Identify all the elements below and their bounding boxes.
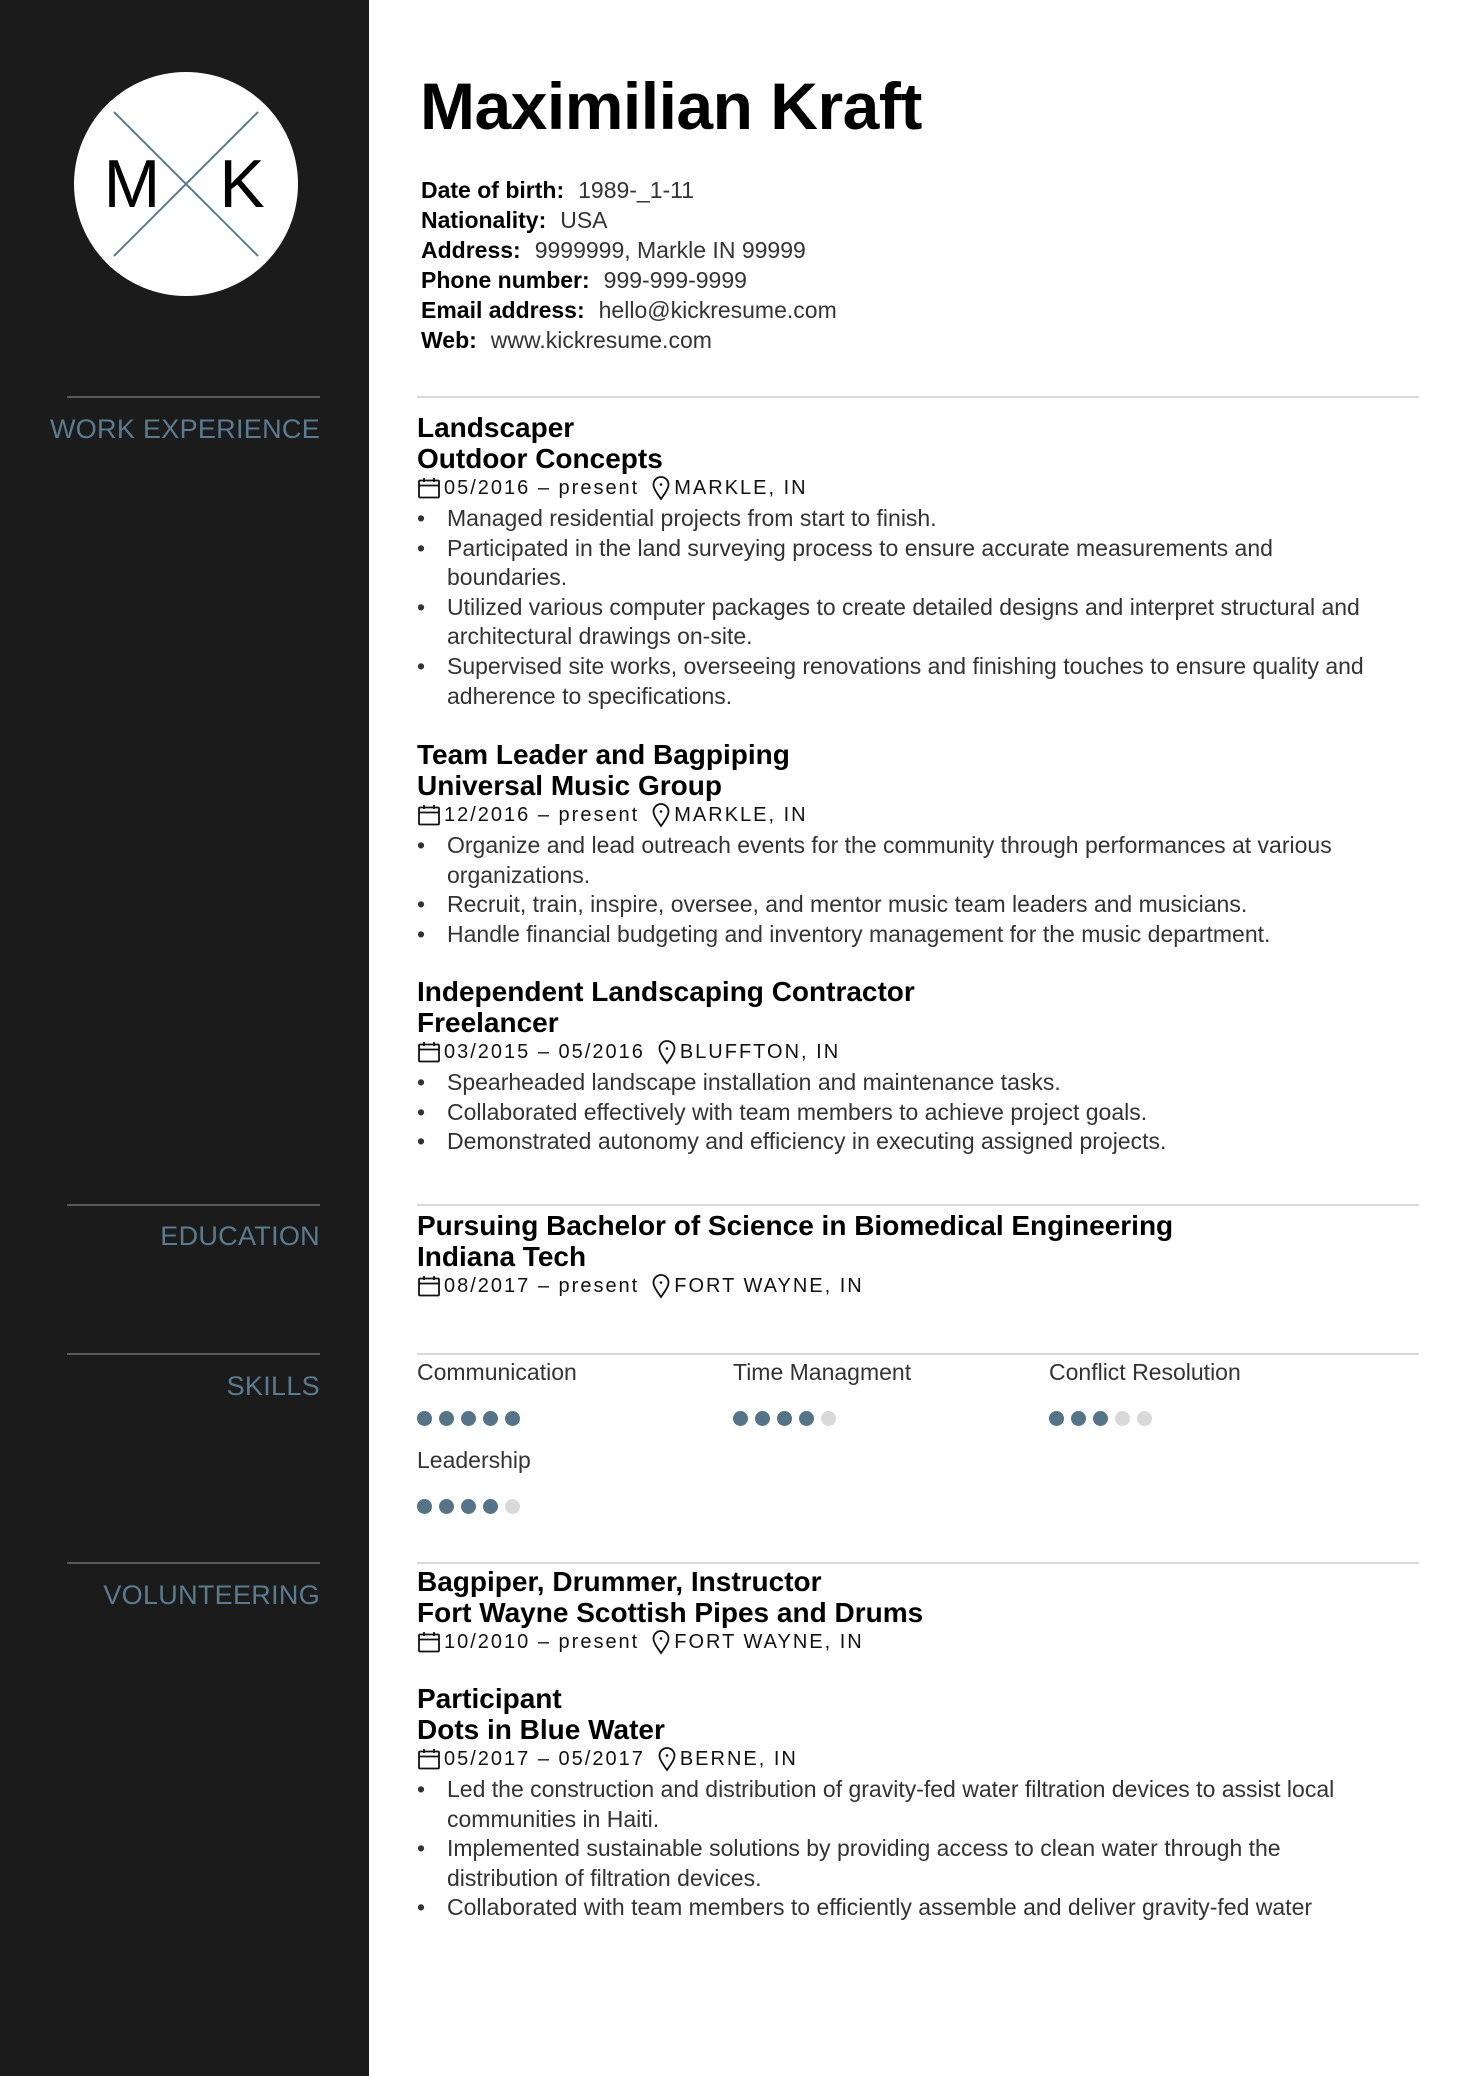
rating-dot-empty bbox=[821, 1411, 836, 1426]
entry-title: Team Leader and Bagpiping bbox=[417, 739, 790, 770]
skill-item bbox=[1049, 1357, 1349, 1426]
entry-volunteering bbox=[417, 1683, 1417, 1923]
rating-dot-empty bbox=[1137, 1411, 1152, 1426]
entry-location: BERNE, IN bbox=[679, 1748, 798, 1770]
entry-organization: Fort Wayne Scottish Pipes and Drums bbox=[417, 1597, 924, 1628]
entry-bullet: • Demonstrated autonomy and efficiency in executing assigned projects. bbox=[417, 1127, 1397, 1157]
entry-bullet-list bbox=[417, 1775, 1417, 1923]
entry-dates: 10/2010 – present bbox=[444, 1631, 640, 1653]
entry-bullet: • Organize and lead outreach events for the community through performances at various organizations. bbox=[417, 831, 1397, 890]
rating-dot-filled bbox=[1071, 1411, 1086, 1426]
entry-title: Participant bbox=[417, 1683, 562, 1714]
entry-dates: 05/2017 – 05/2017 bbox=[444, 1748, 645, 1770]
rating-dot-filled bbox=[799, 1411, 814, 1426]
entry-location: FORT WAYNE, IN bbox=[674, 1275, 864, 1297]
personal-info-row bbox=[421, 325, 1321, 355]
entry-bullet: • Utilized various computer packages to create detailed designs and interpret structural and architectural drawings on-site. bbox=[417, 593, 1397, 652]
entry-bullet: • Collaborated with team members to efficiently assemble and deliver gravity-fed water bbox=[417, 1893, 1397, 1923]
entry-bullet-list bbox=[417, 831, 1417, 949]
entry-bullet: • Participated in the land surveying process to ensure accurate measurements and boundaries. bbox=[417, 534, 1397, 593]
skill-rating bbox=[417, 1411, 717, 1426]
entry-bullet: • Spearheaded landscape installation and maintenance tasks. bbox=[417, 1068, 1397, 1098]
section-label-skills: SKILLS bbox=[226, 1371, 320, 1401]
personal-info-row bbox=[421, 235, 1321, 265]
rating-dot-filled bbox=[417, 1411, 432, 1426]
entry-dates: 08/2017 – present bbox=[444, 1275, 640, 1297]
sidebar bbox=[0, 0, 369, 2076]
sidebar-divider bbox=[67, 1204, 320, 1206]
entry-location: MARKLE, IN bbox=[674, 804, 808, 826]
entry-education bbox=[417, 1210, 1417, 1300]
entry-bullet: • Implemented sustainable solutions by providing access to clean water through the distribution of filtration devices. bbox=[417, 1834, 1397, 1893]
personal-info-value: 1989-_1-11 bbox=[578, 177, 695, 203]
monogram-logo bbox=[74, 72, 298, 296]
section-divider bbox=[417, 396, 1419, 398]
location-pin-icon bbox=[651, 1273, 671, 1299]
entry-title: Bagpiper, Drummer, Instructor bbox=[417, 1566, 822, 1597]
entry-bullet: • Collaborated effectively with team members to achieve project goals. bbox=[417, 1098, 1397, 1128]
skill-rating bbox=[733, 1411, 1033, 1426]
sidebar-divider bbox=[67, 1353, 320, 1355]
rating-dot-filled bbox=[1049, 1411, 1064, 1426]
rating-dot-filled bbox=[483, 1499, 498, 1514]
entry-bullet: • Supervised site works, overseeing renovations and finishing touches to ensure quality and adherence to specifications. bbox=[417, 652, 1397, 711]
entry-meta bbox=[417, 1628, 1417, 1656]
rating-dot-empty bbox=[1115, 1411, 1130, 1426]
rating-dot-filled bbox=[755, 1411, 770, 1426]
rating-dot-filled bbox=[439, 1411, 454, 1426]
personal-info bbox=[421, 175, 1321, 355]
entry-bullet: • Managed residential projects from start to finish. bbox=[417, 504, 1397, 534]
calendar-icon bbox=[417, 1630, 441, 1654]
entry-bullet: • Handle financial budgeting and inventory management for the music department. bbox=[417, 920, 1397, 950]
personal-info-row bbox=[421, 175, 1321, 205]
entry-organization: Dots in Blue Water bbox=[417, 1714, 665, 1745]
skill-rating bbox=[417, 1499, 717, 1514]
personal-info-row bbox=[421, 295, 1321, 325]
rating-dot-filled bbox=[439, 1499, 454, 1514]
personal-info-label: Email address: bbox=[421, 297, 585, 323]
location-pin-icon bbox=[657, 1746, 677, 1772]
section-label-education: EDUCATION bbox=[160, 1221, 320, 1251]
sidebar-divider bbox=[67, 396, 320, 398]
sidebar-divider bbox=[67, 1562, 320, 1564]
personal-info-label: Web: bbox=[421, 327, 477, 353]
entry-title: Independent Landscaping Contractor bbox=[417, 976, 915, 1007]
entry-location: FORT WAYNE, IN bbox=[674, 1631, 864, 1653]
skill-item bbox=[417, 1445, 717, 1514]
location-pin-icon bbox=[651, 802, 671, 828]
skill-name: Time Managment bbox=[733, 1359, 912, 1385]
section-divider bbox=[417, 1562, 1419, 1564]
personal-info-label: Date of birth: bbox=[421, 177, 565, 203]
entry-work bbox=[417, 976, 1417, 1157]
monogram-letter-left: M bbox=[103, 146, 161, 222]
entry-location: MARKLE, IN bbox=[674, 477, 808, 499]
entry-meta bbox=[417, 1272, 1417, 1300]
monogram-letter-right: K bbox=[219, 146, 265, 222]
personal-info-value: 999-999-9999 bbox=[603, 267, 747, 293]
calendar-icon bbox=[417, 803, 441, 827]
entry-location: BLUFFTON, IN bbox=[679, 1041, 841, 1063]
personal-info-value: www.kickresume.com bbox=[490, 327, 712, 353]
rating-dot-empty bbox=[505, 1499, 520, 1514]
entry-meta bbox=[417, 801, 1417, 829]
entry-volunteering bbox=[417, 1566, 1417, 1656]
candidate-name: Maximilian Kraft bbox=[420, 69, 922, 143]
entry-work bbox=[417, 412, 1417, 711]
calendar-icon bbox=[417, 1274, 441, 1298]
rating-dot-filled bbox=[733, 1411, 748, 1426]
entry-dates: 05/2016 – present bbox=[444, 477, 640, 499]
entry-meta bbox=[417, 1745, 1417, 1773]
rating-dot-filled bbox=[461, 1411, 476, 1426]
personal-info-row bbox=[421, 205, 1321, 235]
entry-organization: Outdoor Concepts bbox=[417, 443, 663, 474]
entry-meta bbox=[417, 1038, 1417, 1066]
location-pin-icon bbox=[657, 1039, 677, 1065]
entry-dates: 03/2015 – 05/2016 bbox=[444, 1041, 645, 1063]
entry-bullet-list bbox=[417, 504, 1417, 711]
rating-dot-filled bbox=[417, 1499, 432, 1514]
personal-info-label: Nationality: bbox=[421, 207, 547, 233]
skill-rating bbox=[1049, 1411, 1349, 1426]
section-divider bbox=[417, 1204, 1419, 1206]
personal-info-value: hello@kickresume.com bbox=[598, 297, 837, 323]
personal-info-label: Phone number: bbox=[421, 267, 590, 293]
skill-item bbox=[733, 1357, 1033, 1426]
personal-info-value: 9999999, Markle IN 99999 bbox=[534, 237, 806, 263]
section-divider bbox=[417, 1353, 1419, 1355]
rating-dot-filled bbox=[483, 1411, 498, 1426]
calendar-icon bbox=[417, 1040, 441, 1064]
location-pin-icon bbox=[651, 475, 671, 501]
entry-dates: 12/2016 – present bbox=[444, 804, 640, 826]
personal-info-row bbox=[421, 265, 1321, 295]
entry-organization: Indiana Tech bbox=[417, 1241, 587, 1272]
entry-work bbox=[417, 739, 1417, 949]
personal-info-label: Address: bbox=[421, 237, 521, 263]
entry-title: Pursuing Bachelor of Science in Biomedical Engineering bbox=[417, 1210, 1174, 1241]
section-label-volunteering: VOLUNTEERING bbox=[103, 1580, 320, 1610]
personal-info-value: USA bbox=[560, 207, 608, 233]
entry-meta bbox=[417, 474, 1417, 502]
rating-dot-filled bbox=[1093, 1411, 1108, 1426]
entry-title: Landscaper bbox=[417, 412, 575, 443]
skill-name: Leadership bbox=[417, 1447, 531, 1473]
calendar-icon bbox=[417, 476, 441, 500]
rating-dot-filled bbox=[777, 1411, 792, 1426]
calendar-icon bbox=[417, 1747, 441, 1771]
skill-name: Communication bbox=[417, 1359, 577, 1385]
entry-bullet: • Recruit, train, inspire, oversee, and mentor music team leaders and musicians. bbox=[417, 890, 1397, 920]
entry-bullet-list bbox=[417, 1068, 1417, 1157]
skill-name: Conflict Resolution bbox=[1049, 1359, 1241, 1385]
location-pin-icon bbox=[651, 1629, 671, 1655]
entry-bullet: • Led the construction and distribution of gravity-fed water filtration devices to assist local communities in Haiti. bbox=[417, 1775, 1397, 1834]
rating-dot-filled bbox=[505, 1411, 520, 1426]
section-label-work-experience: WORK EXPERIENCE bbox=[49, 414, 320, 444]
skill-item bbox=[417, 1357, 717, 1426]
entry-organization: Freelancer bbox=[417, 1007, 559, 1038]
entry-organization: Universal Music Group bbox=[417, 770, 722, 801]
rating-dot-filled bbox=[461, 1499, 476, 1514]
